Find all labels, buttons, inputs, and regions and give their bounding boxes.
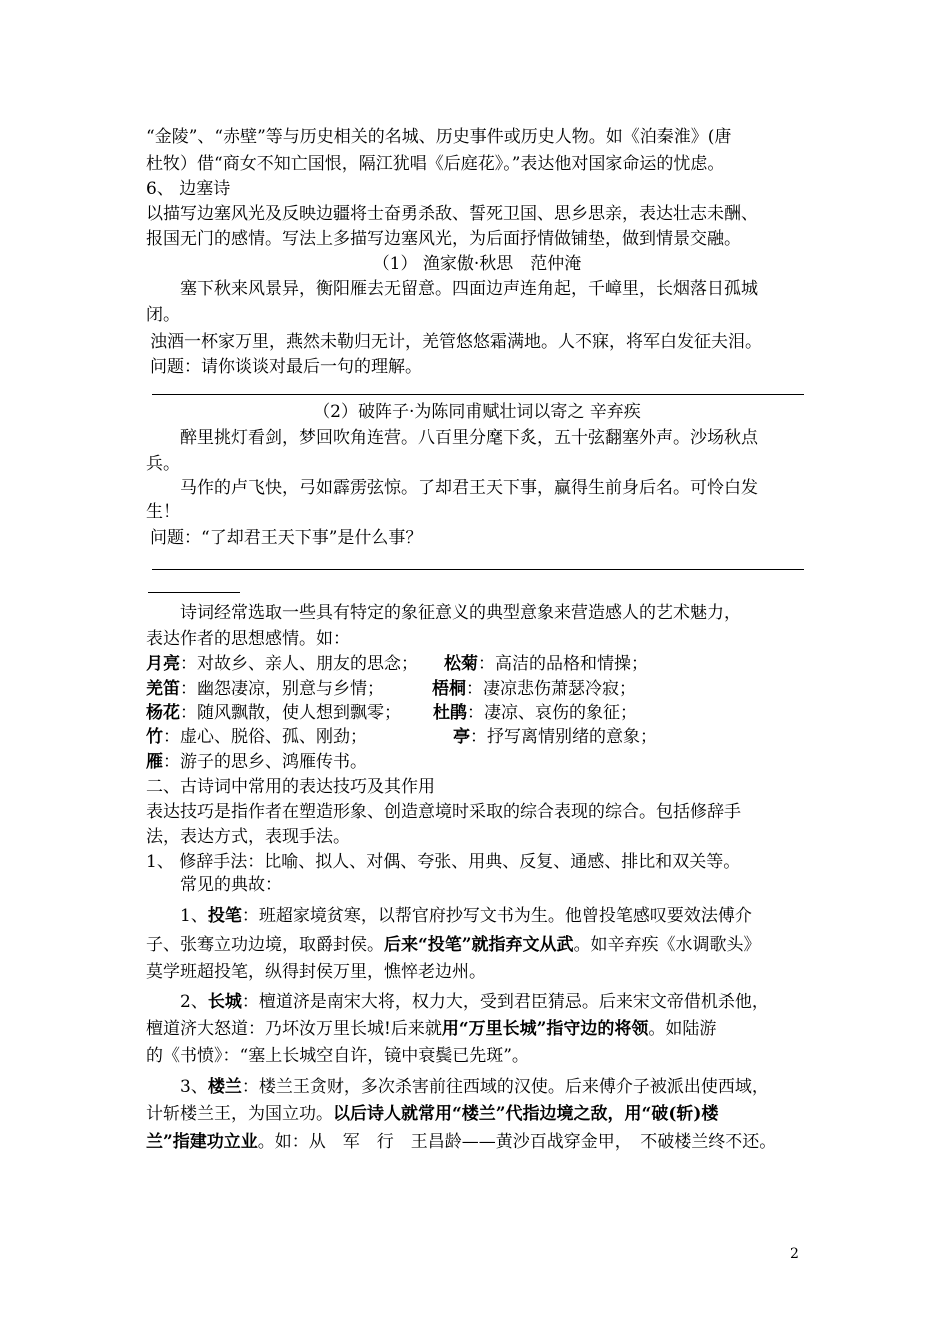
imagery-row bbox=[146, 750, 808, 774]
poem-line: 生！ bbox=[146, 502, 180, 522]
allusion-line bbox=[146, 1130, 808, 1154]
allusion-highlight: 以后诗人就常用“楼兰”代指边境之敌，用“破(斩)楼 bbox=[333, 1104, 719, 1124]
allusion-line bbox=[180, 904, 808, 928]
imagery-value: ：虚心、脱俗、孤、刚劲； bbox=[163, 727, 367, 747]
imagery-key: 雁 bbox=[146, 752, 163, 772]
paragraph-line: 以描写边塞风光及反映边疆将士奋勇杀敌、誓死卫国、思乡思亲，表达壮志未酬、 bbox=[146, 204, 758, 224]
imagery-key: 亭 bbox=[453, 727, 470, 747]
allusion-text: 计斩楼兰王，为国立功。 bbox=[146, 1104, 333, 1124]
section-heading: 二、古诗词中常用的表达技巧及其作用 bbox=[146, 777, 435, 797]
allusion-text: 子、张骞立功边境，取爵封侯。 bbox=[146, 935, 384, 955]
allusion-text: 。如陆游 bbox=[648, 1019, 717, 1039]
allusion-text: ：班超家境贫寒，以帮官府抄写文书为生。他曾投笔感叹要效法傅介 bbox=[241, 906, 752, 926]
allusion-text: ：楼兰王贪财，多次杀害前往西域的汉使。后来傅介子被派出使西域， bbox=[241, 1077, 769, 1097]
poem-title: （2）破阵子·为陈同甫赋壮词以寄之 辛弃疾 bbox=[313, 402, 641, 422]
page-number: 2 bbox=[790, 1246, 799, 1262]
allusion-line bbox=[180, 990, 808, 1014]
section-heading: 6、 边塞诗 bbox=[146, 179, 231, 199]
paragraph-line: 表达作者的思想感情。如： bbox=[146, 629, 350, 649]
imagery-key: 羌笛 bbox=[146, 679, 180, 699]
allusion-highlight: 后来“投笔”就指弃文从武 bbox=[384, 935, 574, 955]
imagery-row bbox=[146, 677, 808, 701]
imagery-row bbox=[146, 701, 808, 725]
poem-line: 马作的卢飞快，弓如霹雳弦惊。了却君王天下事，赢得生前身后名。可怜白发 bbox=[180, 478, 758, 498]
poem-line: 兵。 bbox=[146, 454, 180, 474]
allusion-line: 的《书愤》：“塞上长城空自许，镜中衰鬓已先斑”。 bbox=[146, 1046, 529, 1066]
subheading: 常见的典故： bbox=[180, 875, 282, 895]
paragraph-line: “金陵”、“赤壁”等与历史相关的名城、历史事件或历史人物。如《泊秦淮》(唐 bbox=[146, 127, 732, 147]
allusion-text: ：檀道济是南宋大将，权力大，受到君臣猜忌。后来宋文帝借机杀他， bbox=[241, 992, 769, 1012]
imagery-value: ：高洁的品格和情操； bbox=[478, 654, 648, 674]
imagery-key: 梧桐 bbox=[432, 679, 466, 699]
poem-line: 塞下秋来风景异，衡阳雁去无留意。四面边声连角起，千嶂里，长烟落日孤城 bbox=[180, 279, 758, 299]
imagery-key: 月亮 bbox=[146, 654, 180, 674]
question: 问题：“了却君王天下事”是什么事？ bbox=[150, 528, 423, 548]
imagery-value: ：随风飘散，使人想到飘零； bbox=[180, 703, 401, 723]
allusion-key: 投笔 bbox=[207, 906, 242, 926]
allusion-text: 。如：从 军 行 王昌龄——黄沙百战穿金甲， 不破楼兰终不还。 bbox=[257, 1132, 777, 1152]
allusion-key: 长城 bbox=[207, 992, 242, 1012]
allusion-line bbox=[146, 1102, 808, 1126]
poem-line: 浊酒一杯家万里，燕然未勒归无计，羌管悠悠霜满地。人不寐，将军白发征夫泪。 bbox=[150, 332, 762, 352]
imagery-key: 杨花 bbox=[146, 703, 180, 723]
question: 问题：请你谈谈对最后一句的理解。 bbox=[150, 357, 422, 377]
allusion-line: 莫学班超投笔，纵得封侯万里，憔悴老边州。 bbox=[146, 962, 486, 982]
allusion-text: 檀道济大怒道：乃坏汝万里长城!后来就 bbox=[146, 1019, 442, 1039]
imagery-value: ：幽怨凄凉，别意与乡情； bbox=[180, 679, 384, 699]
allusion-text: 。如辛弃疾《水调歌头》 bbox=[573, 935, 761, 955]
answer-line bbox=[148, 592, 240, 593]
imagery-key: 杜鹃 bbox=[433, 703, 467, 723]
imagery-value: ：凄凉悲伤萧瑟冷寂； bbox=[466, 679, 636, 699]
allusion-highlight: 兰”指建功立业 bbox=[146, 1132, 258, 1152]
allusion-line bbox=[180, 1075, 808, 1099]
poem-line: 闭。 bbox=[146, 305, 180, 325]
poem-title: （1） 渔家傲·秋思 范仲淹 bbox=[372, 254, 582, 274]
paragraph-line: 报国无门的感情。写法上多描写边塞风光，为后面抒情做铺垫，做到情景交融。 bbox=[146, 229, 741, 249]
allusion-number: 2、 bbox=[180, 992, 208, 1012]
allusion-highlight: 用“万里长城”指守边的将领 bbox=[441, 1019, 649, 1039]
allusion-line bbox=[146, 933, 808, 957]
imagery-row bbox=[146, 652, 808, 676]
answer-line bbox=[152, 569, 804, 570]
paragraph-line: 诗词经常选取一些具有特定的象征意义的典型意象来营造感人的艺术魅力， bbox=[180, 603, 741, 623]
imagery-row bbox=[146, 725, 808, 749]
imagery-value: ：抒写离情别绪的意象； bbox=[470, 727, 657, 747]
allusion-key: 楼兰 bbox=[207, 1077, 242, 1097]
allusion-number: 3、 bbox=[180, 1077, 208, 1097]
imagery-value: ：对故乡、亲人、朋友的思念； bbox=[180, 654, 418, 674]
paragraph-line: 杜牧）借“商女不知亡国恨，隔江犹唱《后庭花》。”表达他对国家命运的忧虑。 bbox=[146, 154, 725, 174]
imagery-key: 竹 bbox=[146, 727, 163, 747]
imagery-value: ：凄凉、哀伤的象征； bbox=[467, 703, 637, 723]
paragraph-line: 1、 修辞手法：比喻、拟人、对偶、夸张、用典、反复、通感、排比和双关等。 bbox=[146, 852, 741, 872]
imagery-value: ：游子的思乡、鸿雁传书。 bbox=[163, 752, 367, 772]
allusion-line bbox=[146, 1017, 808, 1041]
paragraph-line: 法，表达方式，表现手法。 bbox=[146, 827, 350, 847]
answer-line bbox=[152, 394, 804, 395]
imagery-key: 松菊 bbox=[444, 654, 478, 674]
poem-line: 醉里挑灯看剑，梦回吹角连营。八百里分麾下炙，五十弦翻塞外声。沙场秋点 bbox=[180, 428, 758, 448]
paragraph-line: 表达技巧是指作者在塑造形象、创造意境时采取的综合表现的综合。包括修辞手 bbox=[146, 802, 741, 822]
allusion-number: 1、 bbox=[180, 906, 208, 926]
